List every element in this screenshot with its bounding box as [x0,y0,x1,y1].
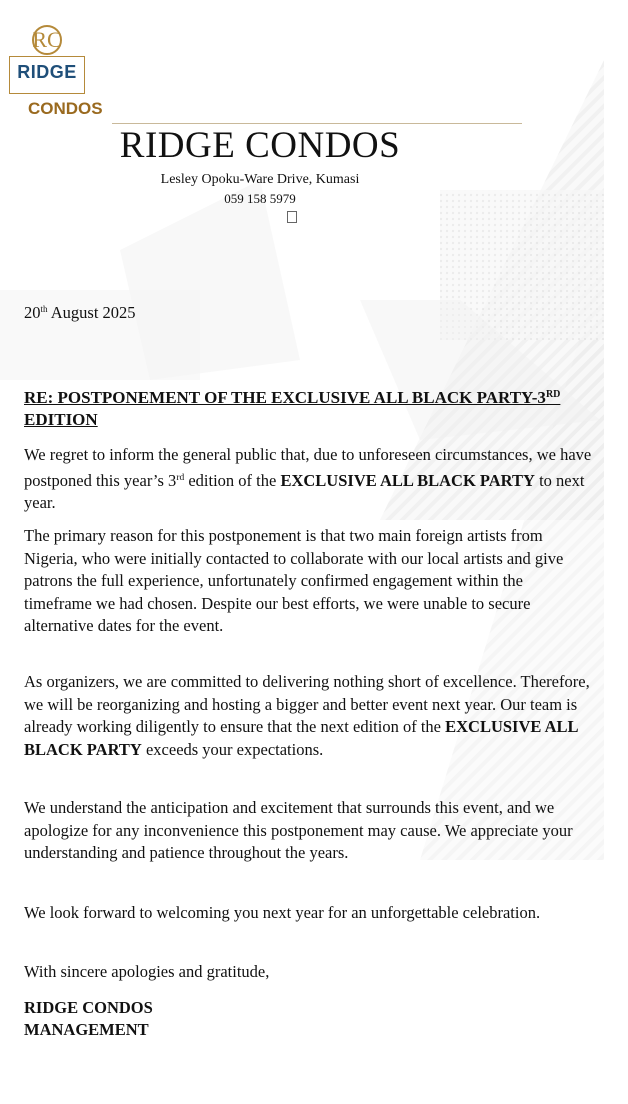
missing-glyph-icon [287,211,297,223]
signature-block [24,997,153,1041]
signature-title: MANAGEMENT [24,1020,149,1039]
letter-date: 20th August 2025 [24,303,136,322]
paragraph-closing-wish: We look forward to welcoming you next year for an unforgettable celebration. [24,903,541,922]
logo-condos-text: CONDOS [28,99,103,118]
paragraph-reason: The primary reason for this postponement is that two main foreign artists from Nigeria, who were initially contacted to collaborate with our local artists and give patrons the full experience, unfortunately confirmed engagement within the timeframe we had chosen. Despite our best efforts, we were unable to secure alternative dates for the event. [24,526,564,635]
company-name: RIDGE CONDOS [119,125,401,166]
paragraph-announcement: We regret to inform the general public that, due to unforeseen circumstances, we have postponed this year’s 3rd edition of the EXCLUSIVE ALL BLACK PARTY to next year. [24,445,592,512]
company-phone: 059 158 5979 [224,191,296,206]
ridge-logo [9,20,87,96]
rc-monogram-icon [9,20,85,60]
letter-subject: RE: POSTPONEMENT OF THE EXCLUSIVE ALL BLACK PARTY-3RD EDITION [24,388,561,429]
paragraph-commitment: As organizers, we are committed to delivering nothing short of excellence. Therefore, we will be reorganizing and hosting a bigger and better event next year. Our team is already working diligently to ensure that the next edition of the EXCLUSIVE ALL BLACK PARTY exceeds your expectations. [24,672,590,759]
closing-line: With sincere apologies and gratitude, [24,962,270,981]
signature-company: RIDGE CONDOS [24,998,153,1017]
svg-text:RC: RC [32,27,62,52]
company-address: Lesley Opoku-Ware Drive, Kumasi [160,172,360,187]
paragraph-apology: We understand the anticipation and excitement that surrounds this event, and we apologize for any inconvenience this postponement may cause. We appreciate your understanding and patience throughout the years. [24,798,573,862]
logo-ridge-text: RIDGE [17,62,77,82]
